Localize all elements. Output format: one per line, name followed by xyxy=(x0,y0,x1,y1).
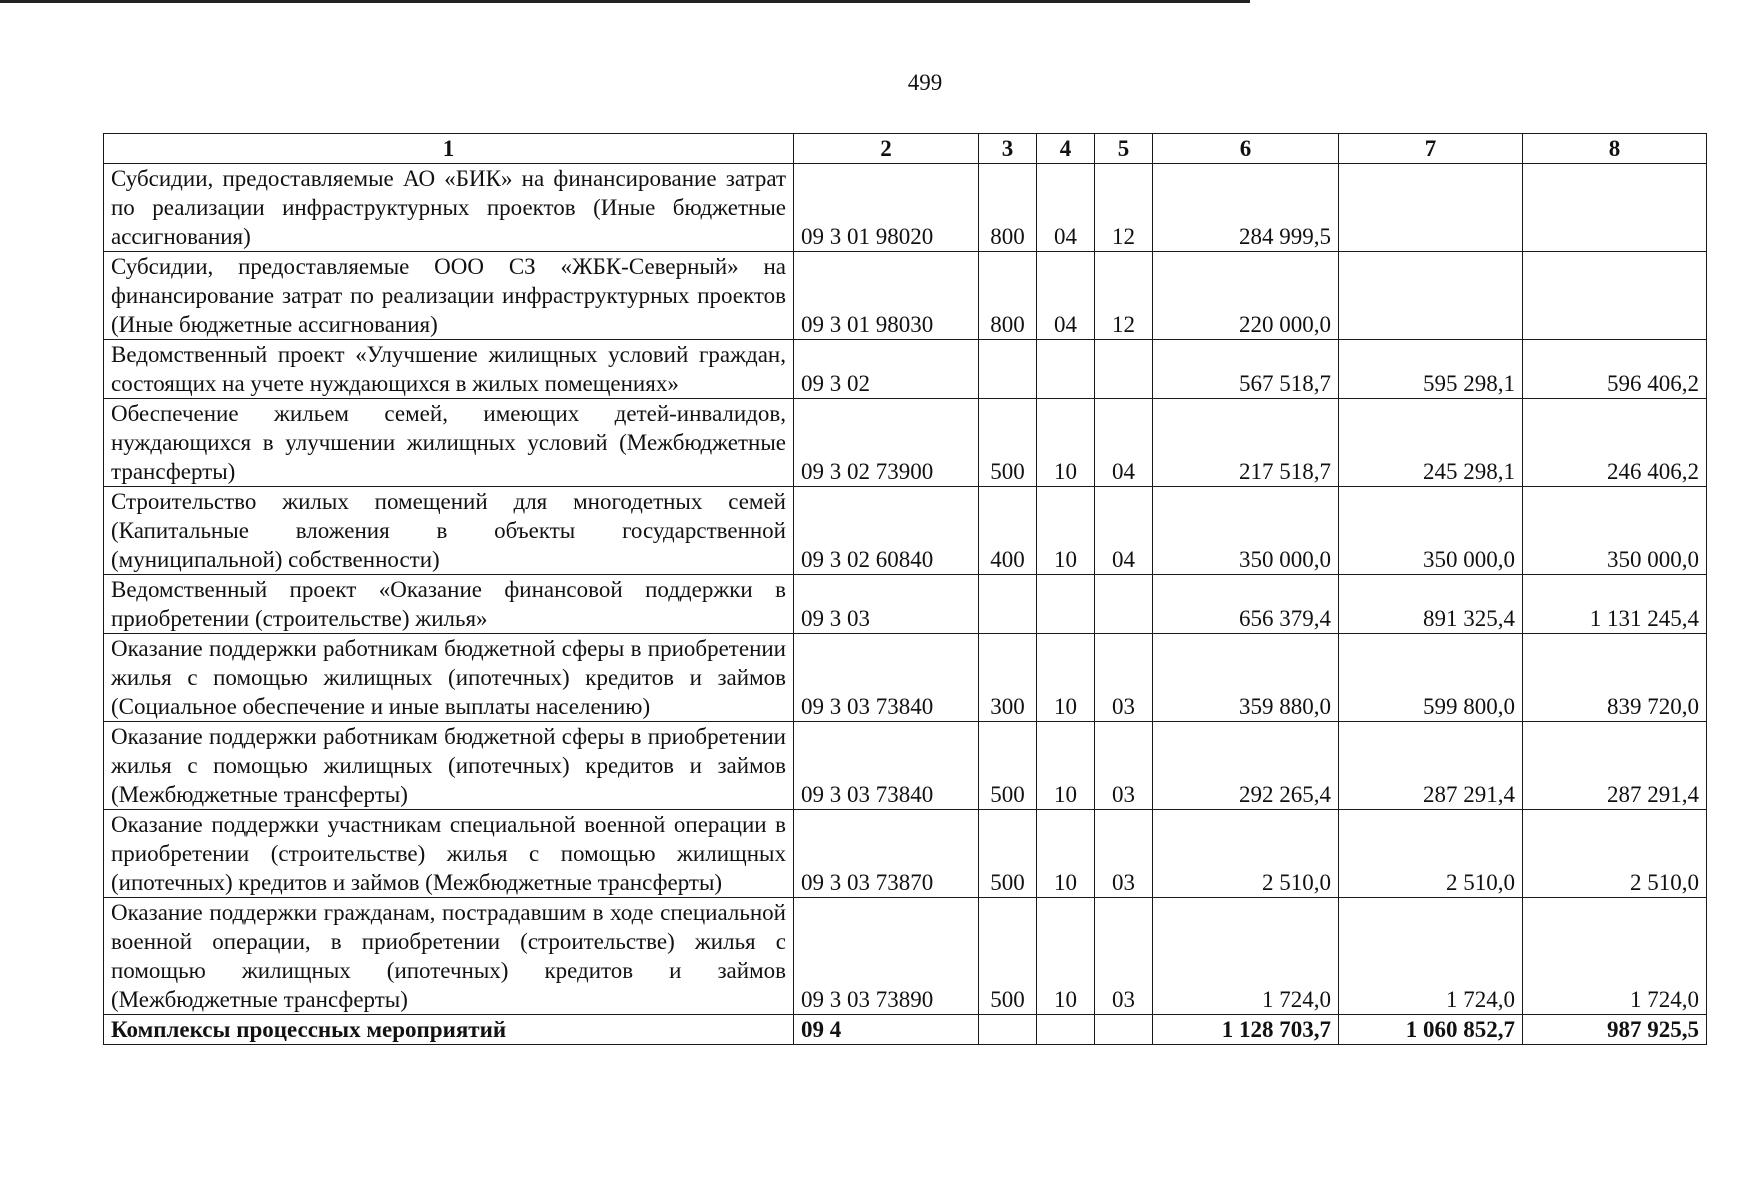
row-vr: 500 xyxy=(979,722,1037,810)
row-pr: 04 xyxy=(1095,399,1153,487)
row-value-8 xyxy=(1523,164,1707,252)
row-value-8: 2 510,0 xyxy=(1523,810,1707,898)
row-code: 09 3 03 73870 xyxy=(794,810,979,898)
row-pr: 12 xyxy=(1095,164,1153,252)
row-pr: 03 xyxy=(1095,898,1153,1015)
row-pr xyxy=(1095,575,1153,634)
row-rz: 10 xyxy=(1037,399,1095,487)
row-code: 09 3 03 73890 xyxy=(794,898,979,1015)
row-vr xyxy=(979,575,1037,634)
header-cell-7: 7 xyxy=(1339,134,1523,164)
header-cell-3: 3 xyxy=(979,134,1037,164)
row-rz xyxy=(1037,575,1095,634)
row-value-6: 217 518,7 xyxy=(1153,399,1339,487)
row-value-8: 596 406,2 xyxy=(1523,340,1707,399)
row-value-6: 284 999,5 xyxy=(1153,164,1339,252)
row-value-7: 287 291,4 xyxy=(1339,722,1523,810)
row-rz: 10 xyxy=(1037,487,1095,575)
row-rz xyxy=(1037,340,1095,399)
table-row xyxy=(104,164,1707,252)
row-name: Субсидии, предоставляемые ООО СЗ «ЖБК-Северный» на финансирование затрат по реализации инфраструктурных проектов (Иные бюджетные ассигнования) xyxy=(104,252,794,340)
row-name: Оказание поддержки работникам бюджетной сферы в приобретении жилья с помощью жилищных (ипотечных) кредитов и займов (Социальное обеспечение и иные выплаты населению) xyxy=(104,634,794,722)
row-vr xyxy=(979,340,1037,399)
total-vr xyxy=(979,1015,1037,1045)
row-value-8: 1 131 245,4 xyxy=(1523,575,1707,634)
table-row xyxy=(104,722,1707,810)
row-name: Ведомственный проект «Оказание финансовой поддержки в приобретении (строительстве) жилья» xyxy=(104,575,794,634)
row-pr: 04 xyxy=(1095,487,1153,575)
row-value-8 xyxy=(1523,252,1707,340)
total-value-6: 1 128 703,7 xyxy=(1153,1015,1339,1045)
table-row xyxy=(104,810,1707,898)
row-name: Оказание поддержки работникам бюджетной сферы в приобретении жилья с помощью жилищных (ипотечных) кредитов и займов (Межбюджетные трансферты) xyxy=(104,722,794,810)
total-rz xyxy=(1037,1015,1095,1045)
row-code: 09 3 03 xyxy=(794,575,979,634)
header-cell-8: 8 xyxy=(1523,134,1707,164)
row-value-6: 220 000,0 xyxy=(1153,252,1339,340)
table-row xyxy=(104,399,1707,487)
row-rz: 10 xyxy=(1037,898,1095,1015)
header-cell-2: 2 xyxy=(794,134,979,164)
row-value-8: 839 720,0 xyxy=(1523,634,1707,722)
header-row xyxy=(104,134,1707,164)
budget-table xyxy=(103,133,1707,1045)
total-code: 09 4 xyxy=(794,1015,979,1045)
row-vr: 300 xyxy=(979,634,1037,722)
header-cell-1: 1 xyxy=(104,134,794,164)
row-value-6: 350 000,0 xyxy=(1153,487,1339,575)
total-value-8: 987 925,5 xyxy=(1523,1015,1707,1045)
row-value-7 xyxy=(1339,252,1523,340)
row-value-7: 350 000,0 xyxy=(1339,487,1523,575)
row-rz: 04 xyxy=(1037,164,1095,252)
table-row xyxy=(104,575,1707,634)
row-rz: 10 xyxy=(1037,810,1095,898)
row-value-8: 246 406,2 xyxy=(1523,399,1707,487)
row-value-7: 599 800,0 xyxy=(1339,634,1523,722)
top-rule xyxy=(0,0,1250,3)
row-name: Оказание поддержки участникам специальной военной операции в приобретении (строительстве) жилья с помощью жилищных (ипотечных) кредитов и займов (Межбюджетные трансферты) xyxy=(104,810,794,898)
row-pr xyxy=(1095,340,1153,399)
row-name: Обеспечение жильем семей, имеющих детей-инвалидов, нуждающихся в улучшении жилищных условий (Межбюджетные трансферты) xyxy=(104,399,794,487)
row-code: 09 3 03 73840 xyxy=(794,634,979,722)
row-value-7: 245 298,1 xyxy=(1339,399,1523,487)
row-value-8: 350 000,0 xyxy=(1523,487,1707,575)
total-name: Комплексы процессных мероприятий xyxy=(104,1015,794,1045)
page-number: 499 xyxy=(907,70,943,95)
total-row xyxy=(104,1015,1707,1045)
row-pr: 03 xyxy=(1095,810,1153,898)
row-name: Субсидии, предоставляемые АО «БИК» на финансирование затрат по реализации инфраструктурных проектов (Иные бюджетные ассигнования) xyxy=(104,164,794,252)
row-rz: 04 xyxy=(1037,252,1095,340)
row-rz: 10 xyxy=(1037,722,1095,810)
row-vr: 500 xyxy=(979,399,1037,487)
row-value-6: 359 880,0 xyxy=(1153,634,1339,722)
row-code: 09 3 03 73840 xyxy=(794,722,979,810)
header-cell-4: 4 xyxy=(1037,134,1095,164)
total-value-7: 1 060 852,7 xyxy=(1339,1015,1523,1045)
row-value-6: 292 265,4 xyxy=(1153,722,1339,810)
row-pr: 03 xyxy=(1095,634,1153,722)
row-name: Оказание поддержки гражданам, пострадавшим в ходе специальной военной операции, в приобретении (строительстве) жилья с помощью жилищных (ипотечных) кредитов и займов (Межбюджетные трансферты) xyxy=(104,898,794,1015)
row-value-6: 567 518,7 xyxy=(1153,340,1339,399)
row-name: Строительство жилых помещений для многодетных семей (Капитальные вложения в объекты государственной (муниципальной) собственности) xyxy=(104,487,794,575)
row-value-6: 2 510,0 xyxy=(1153,810,1339,898)
row-rz: 10 xyxy=(1037,634,1095,722)
row-value-7 xyxy=(1339,164,1523,252)
row-vr: 500 xyxy=(979,810,1037,898)
row-value-8: 1 724,0 xyxy=(1523,898,1707,1015)
row-value-6: 656 379,4 xyxy=(1153,575,1339,634)
table-row xyxy=(104,487,1707,575)
table-row xyxy=(104,252,1707,340)
row-vr: 500 xyxy=(979,898,1037,1015)
table-row xyxy=(104,340,1707,399)
row-pr: 12 xyxy=(1095,252,1153,340)
row-value-7: 595 298,1 xyxy=(1339,340,1523,399)
row-vr: 800 xyxy=(979,252,1037,340)
table-row xyxy=(104,898,1707,1015)
row-code: 09 3 01 98020 xyxy=(794,164,979,252)
row-vr: 400 xyxy=(979,487,1037,575)
row-value-7: 1 724,0 xyxy=(1339,898,1523,1015)
row-value-7: 2 510,0 xyxy=(1339,810,1523,898)
row-value-8: 287 291,4 xyxy=(1523,722,1707,810)
row-code: 09 3 02 73900 xyxy=(794,399,979,487)
header-cell-6: 6 xyxy=(1153,134,1339,164)
row-code: 09 3 02 60840 xyxy=(794,487,979,575)
row-value-6: 1 724,0 xyxy=(1153,898,1339,1015)
row-value-7: 891 325,4 xyxy=(1339,575,1523,634)
header-cell-5: 5 xyxy=(1095,134,1153,164)
row-vr: 800 xyxy=(979,164,1037,252)
table-row xyxy=(104,634,1707,722)
row-pr: 03 xyxy=(1095,722,1153,810)
row-name: Ведомственный проект «Улучшение жилищных условий граждан, состоящих на учете нуждающихся в жилых помещениях» xyxy=(104,340,794,399)
total-pr xyxy=(1095,1015,1153,1045)
row-code: 09 3 01 98030 xyxy=(794,252,979,340)
row-code: 09 3 02 xyxy=(794,340,979,399)
